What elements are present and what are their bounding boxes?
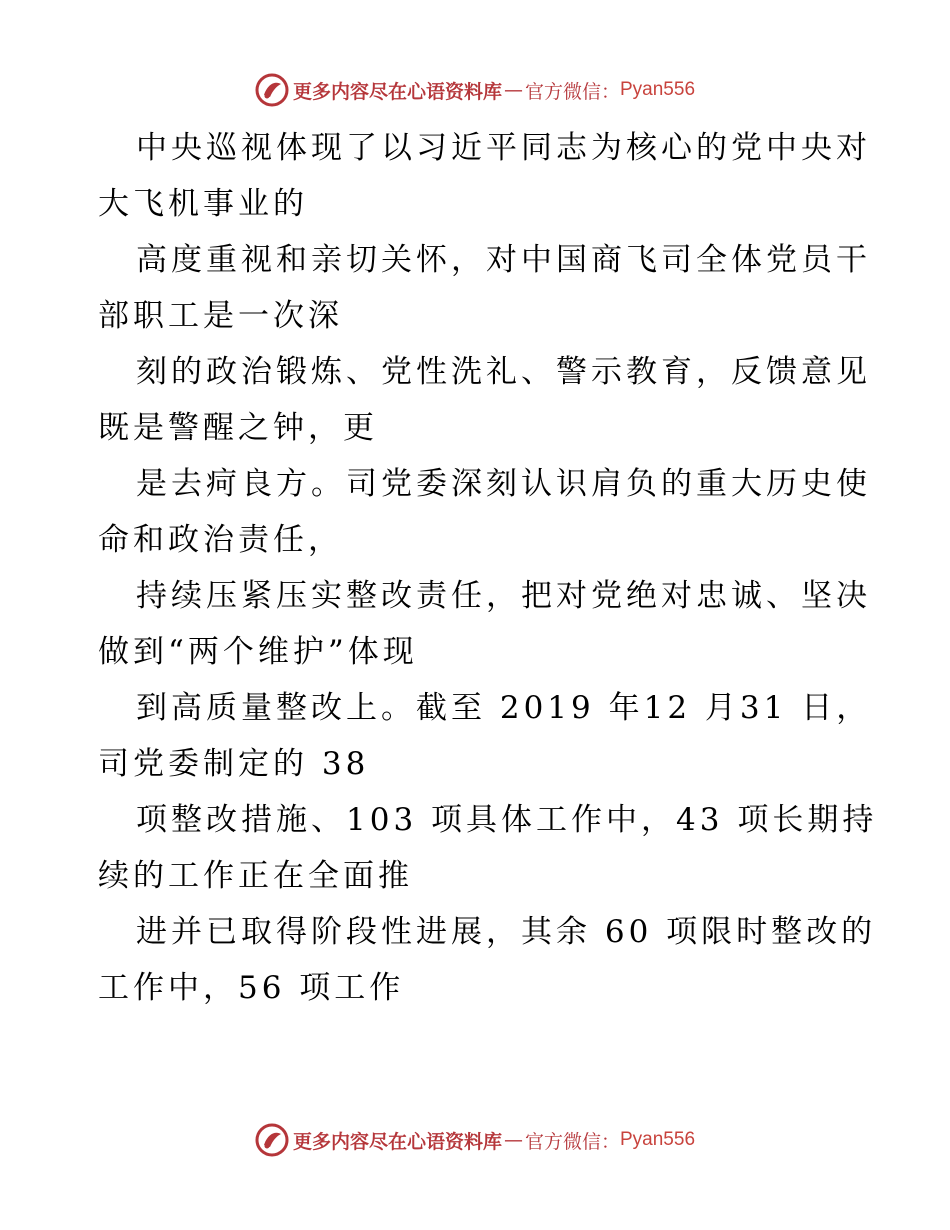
footer-text <box>293 1127 695 1154</box>
paragraph-6 <box>98 680 872 792</box>
paragraph-8 <box>98 904 877 1016</box>
paragraph-7 <box>98 792 878 904</box>
paragraph-line: 项整改措施、103 项具体工作中，43 项长期持 <box>136 802 878 838</box>
paragraph-line: 部职工是一次深 <box>98 298 343 334</box>
paragraph-line: 做到“两个维护”体现 <box>98 634 418 670</box>
paragraph-line: 工作中，56 项工作 <box>98 970 405 1006</box>
paragraph-line: 刻的政治锻炼、党性洗礼、警示教育，反馈意见 <box>136 354 871 390</box>
header-text <box>293 77 695 104</box>
footer-banner <box>0 1120 950 1160</box>
paragraph-line: 是去疴良方。司党委深刻认识肩负的重大历史使 <box>136 466 871 502</box>
header-banner <box>0 70 950 110</box>
footer-brand: 更多内容尽在心语资料库 <box>292 1130 502 1153</box>
brand-logo-icon <box>255 1123 289 1157</box>
paragraph-3 <box>98 344 871 456</box>
document-body <box>98 120 878 1016</box>
header-separator: — <box>503 79 523 101</box>
footer-separator: — <box>503 1129 523 1151</box>
paragraph-line: 中央巡视体现了以习近平同志为核心的党中央对 <box>136 130 871 166</box>
paragraph-4 <box>98 456 871 568</box>
paragraph-line: 大飞机事业的 <box>98 186 308 222</box>
header-wechat-id: Pyan556 <box>620 79 696 100</box>
paragraph-2 <box>98 232 871 344</box>
paragraph-line: 进并已取得阶段性进展，其余 60 项限时整改的 <box>136 914 877 950</box>
header-label: 官方微信： <box>524 80 620 103</box>
header-brand: 更多内容尽在心语资料库 <box>292 80 502 103</box>
paragraph-1 <box>98 120 871 232</box>
paragraph-line: 到高质量整改上。截至 2019 年12 月31 日， <box>136 690 872 726</box>
paragraph-line: 司党委制定的 38 <box>98 746 370 782</box>
paragraph-line: 既是警醒之钟，更 <box>98 410 378 446</box>
paragraph-5 <box>98 568 871 680</box>
paragraph-line: 续的工作正在全面推 <box>98 858 413 894</box>
paragraph-line: 命和政治责任， <box>98 522 343 558</box>
footer-label: 官方微信： <box>524 1130 620 1153</box>
paragraph-line: 持续压紧压实整改责任，把对党绝对忠诚、坚决 <box>136 578 871 614</box>
footer-wechat-id: Pyan556 <box>620 1129 696 1150</box>
brand-logo-icon <box>255 73 289 107</box>
paragraph-line: 高度重视和亲切关怀，对中国商飞司全体党员干 <box>136 242 871 278</box>
